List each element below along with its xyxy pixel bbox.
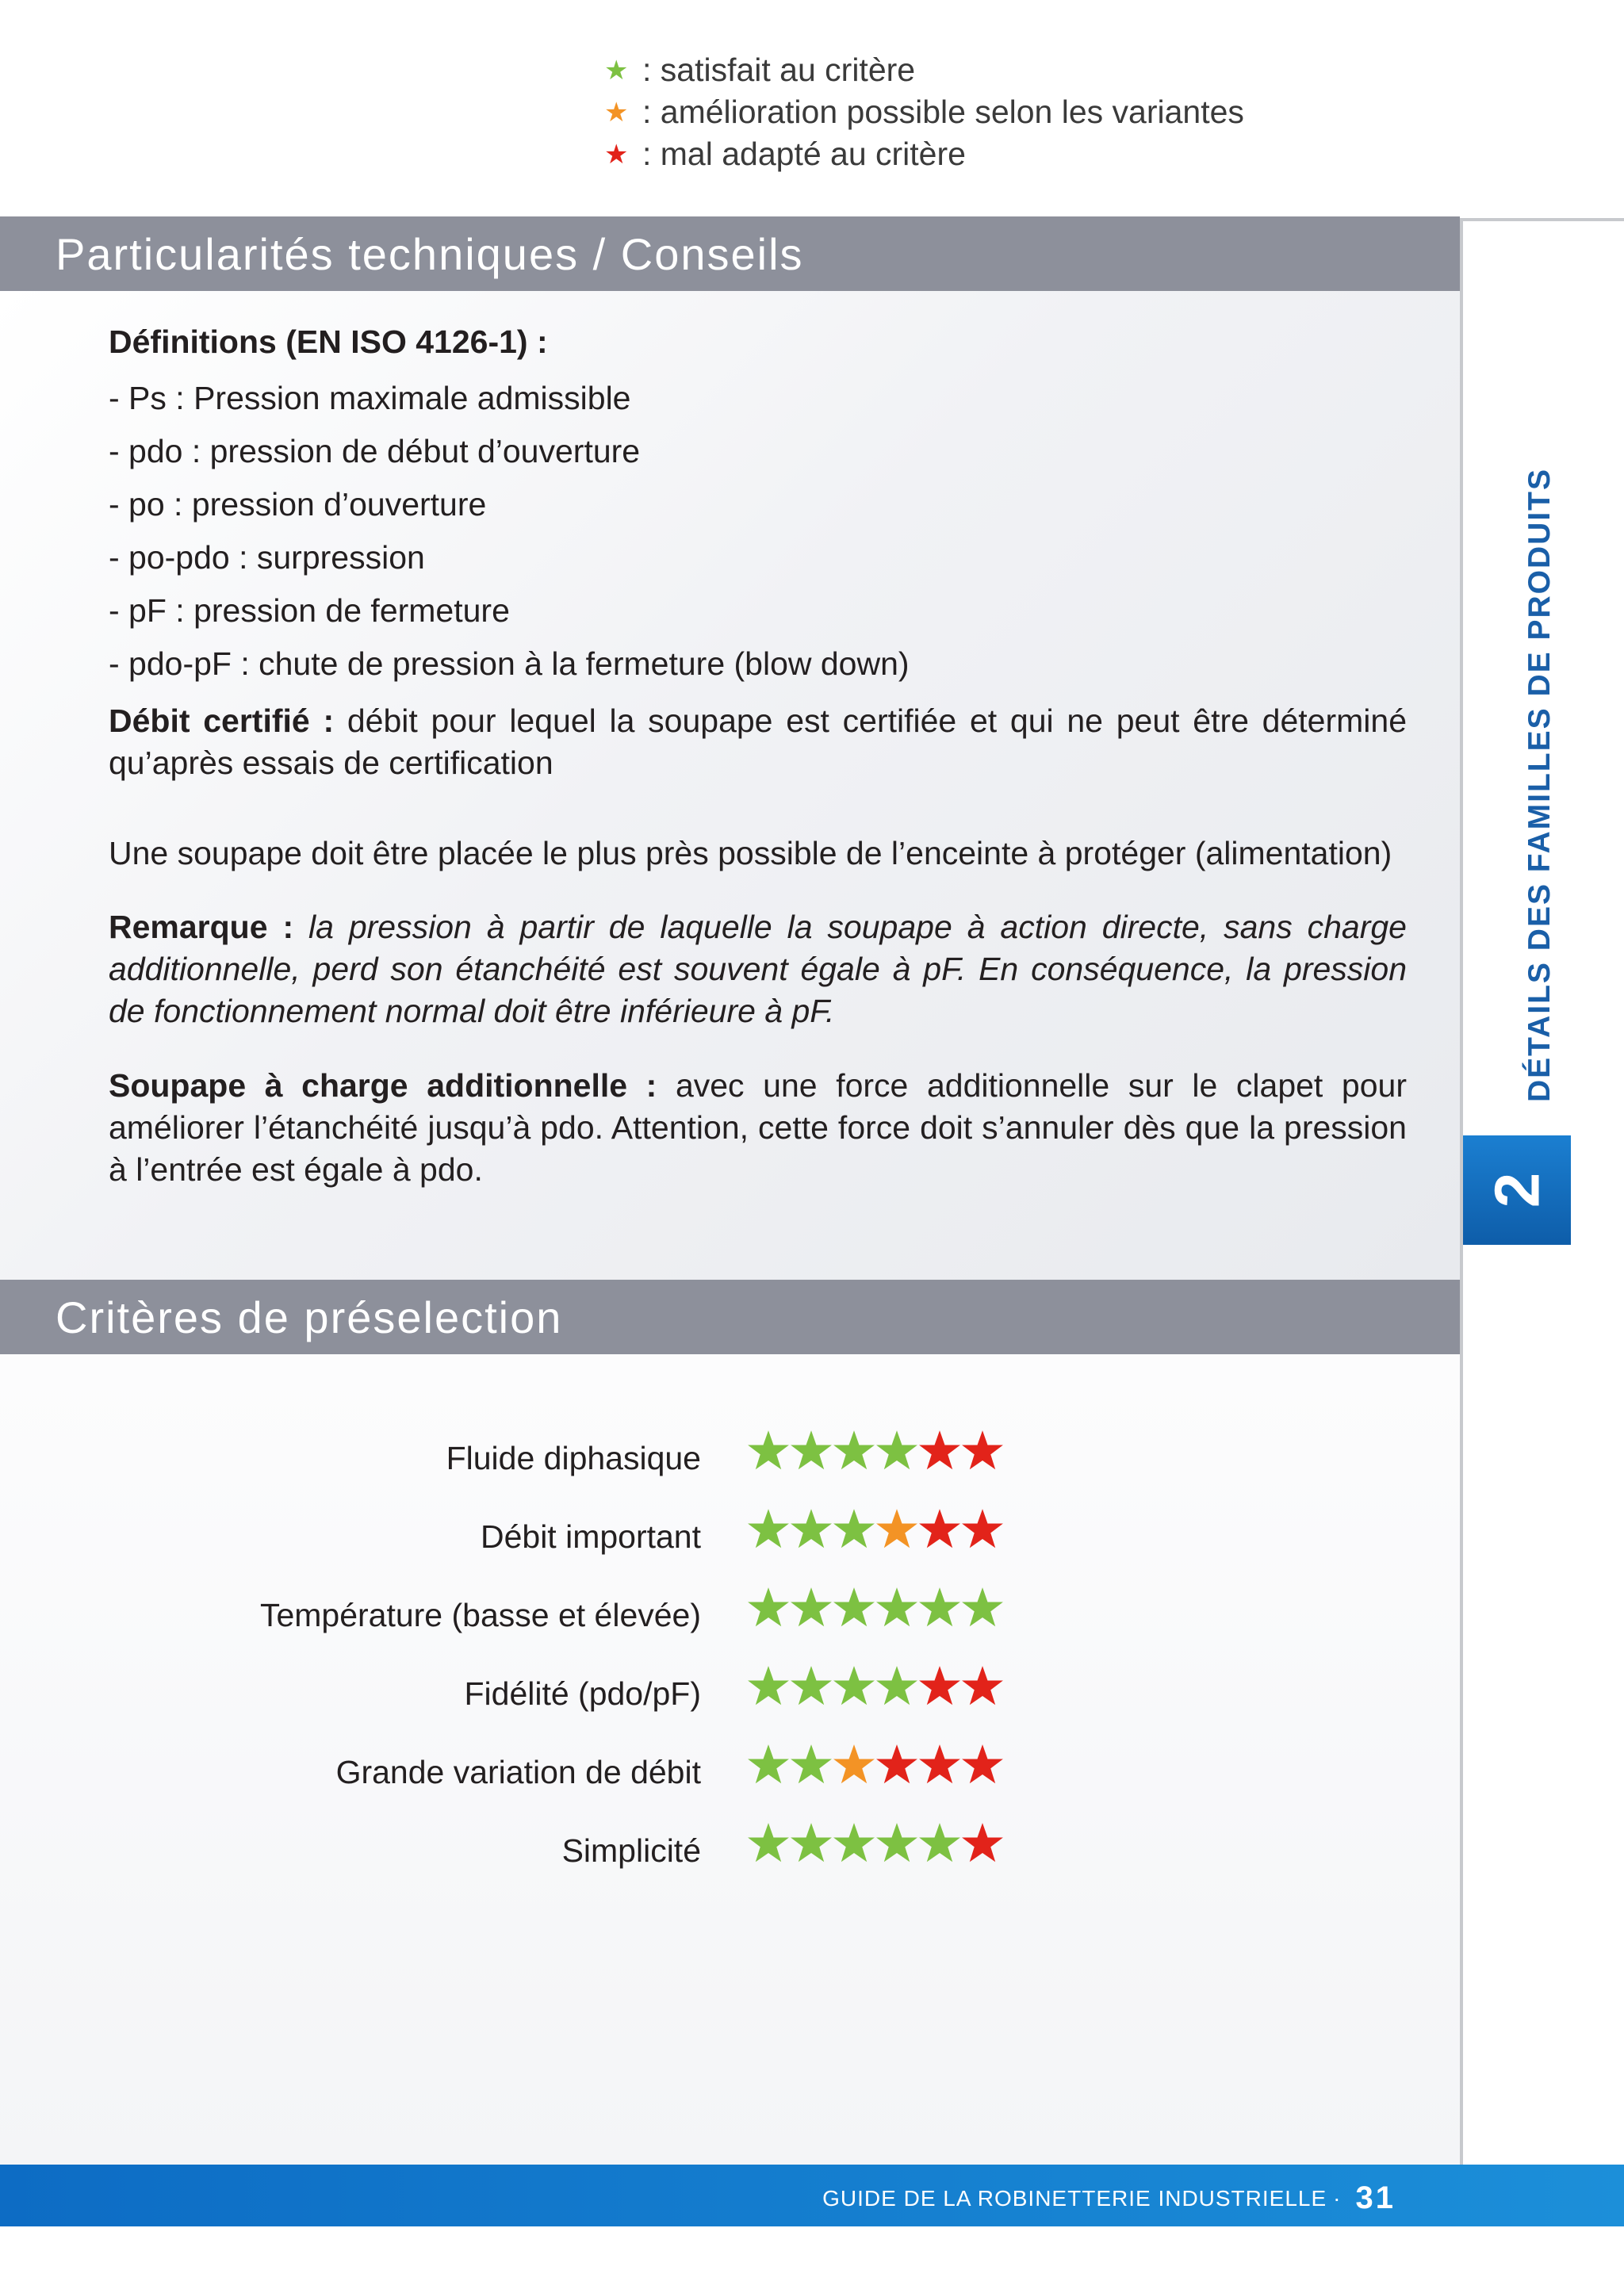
criteria-label: Température (basse et élevée) <box>259 1597 701 1633</box>
chapter-number: 2 <box>1481 1172 1552 1208</box>
green-star-icon <box>875 1664 918 1707</box>
paragraph-body: Une soupape doit être placée le plus près possible de l’enceinte à protéger (alimentation) <box>109 835 1392 871</box>
legend-row-unsuitable <box>604 133 1244 175</box>
red-star-icon <box>961 1821 1004 1864</box>
criteria-row <box>0 1498 1460 1576</box>
definition-item: - po : pression d’ouverture <box>109 486 487 523</box>
star-rating <box>747 1507 1004 1555</box>
green-star-icon <box>790 1586 833 1629</box>
green-star-icon <box>833 1821 875 1864</box>
definition-item: - pF : pression de fermeture <box>109 592 510 629</box>
orange-star-icon: ★ <box>604 97 629 128</box>
definition-item: - Ps : Pression maximale admissible <box>109 380 631 416</box>
page-number: 31 <box>1355 2180 1396 2215</box>
definitions-title: Définitions (EN ISO 4126-1) : <box>109 323 548 360</box>
star-rating <box>747 1821 1004 1869</box>
top-rule-divider <box>1460 218 1624 221</box>
definition-item: - po-pdo : surpression <box>109 539 425 576</box>
chapter-tab <box>1463 1135 1571 1245</box>
red-star-icon <box>918 1429 961 1472</box>
legend-text: : satisfait au critère <box>642 52 916 88</box>
legend-text: : mal adapté au critère <box>642 136 966 172</box>
paragraph-body: la pression à partir de laquelle la soupape à action directe, sans charge additionnelle, perd son étanchéité est souvent égale à pF. En conséquence, la pression de fonctionnement normal doit être inférieure à pF. <box>109 909 1407 1029</box>
green-star-icon <box>790 1507 833 1550</box>
red-star-icon <box>961 1664 1004 1707</box>
green-star-icon <box>747 1743 790 1786</box>
paragraph-label: Débit certifié : <box>109 702 335 739</box>
criteria-label: Débit important <box>480 1518 701 1555</box>
green-star-icon <box>875 1586 918 1629</box>
green-star-icon <box>747 1821 790 1864</box>
green-star-icon <box>790 1429 833 1472</box>
definition-item: - pdo : pression de début d’ouverture <box>109 433 641 469</box>
criteria-row <box>0 1419 1460 1498</box>
green-star-icon <box>833 1586 875 1629</box>
green-star-icon: ★ <box>604 55 629 86</box>
green-star-icon <box>790 1664 833 1707</box>
star-rating <box>747 1586 1004 1633</box>
green-star-icon <box>790 1821 833 1864</box>
paragraph-label: Soupape à charge additionnelle : <box>109 1067 657 1104</box>
section-header-criteria <box>0 1280 1460 1354</box>
green-star-icon <box>747 1664 790 1707</box>
legend-row-improvable <box>604 91 1244 133</box>
criteria-row <box>0 1812 1460 1890</box>
footer-guide-title: GUIDE DE LA ROBINETTERIE INDUSTRIELLE <box>822 2185 1327 2211</box>
side-chapter-label: DÉTAILS DES FAMILLES DE PRODUITS <box>1522 468 1557 1102</box>
paragraph-remarque <box>109 906 1407 1032</box>
paragraph-body: débit pour lequel la soupape est certifiée et qui ne peut être déterminé qu’après essais de certification <box>109 702 1407 781</box>
definition-item: - pdo-pF : chute de pression à la fermeture (blow down) <box>109 645 910 682</box>
orange-star-icon <box>833 1743 875 1786</box>
red-star-icon <box>918 1664 961 1707</box>
green-star-icon <box>961 1586 1004 1629</box>
footer-bar <box>0 2165 1624 2226</box>
criteria-label: Fluide diphasique <box>446 1440 701 1476</box>
green-star-icon <box>833 1429 875 1472</box>
red-star-icon <box>918 1507 961 1550</box>
criteria-row <box>0 1655 1460 1733</box>
red-star-icon <box>875 1743 918 1786</box>
footer-text <box>822 2180 1396 2216</box>
red-star-icon <box>918 1743 961 1786</box>
paragraph-body: avec une force additionnelle sur le clapet pour améliorer l’étanchéité jusqu’à pdo. Attention, cette force doit s’annuler dès que la pression à l’entrée est égale à pdo. <box>109 1067 1407 1188</box>
paragraph-charge-additionnelle <box>109 1065 1407 1191</box>
criteria-label: Grande variation de débit <box>335 1754 701 1790</box>
paragraph-label: Remarque : <box>109 909 294 945</box>
criteria-label: Fidélité (pdo/pF) <box>464 1675 701 1712</box>
criteria-row <box>0 1733 1460 1812</box>
paragraph-placement <box>109 833 1407 875</box>
green-star-icon <box>833 1507 875 1550</box>
green-star-icon <box>875 1429 918 1472</box>
section-title: Critères de préselection <box>56 1292 563 1342</box>
star-legend <box>604 49 1244 175</box>
red-star-icon <box>961 1507 1004 1550</box>
green-star-icon <box>918 1821 961 1864</box>
section-header-technical <box>0 216 1460 291</box>
footer-separator: · <box>1333 2185 1342 2211</box>
star-rating <box>747 1664 1004 1712</box>
paragraph-debit-certifie <box>109 700 1407 784</box>
legend-text: : amélioration possible selon les variantes <box>642 94 1244 130</box>
red-star-icon: ★ <box>604 139 629 170</box>
green-star-icon <box>918 1586 961 1629</box>
green-star-icon <box>833 1664 875 1707</box>
star-rating <box>747 1429 1004 1476</box>
green-star-icon <box>747 1507 790 1550</box>
definitions-list <box>109 372 910 691</box>
green-star-icon <box>790 1743 833 1786</box>
red-star-icon <box>961 1429 1004 1472</box>
green-star-icon <box>747 1429 790 1472</box>
green-star-icon <box>747 1586 790 1629</box>
criteria-row <box>0 1576 1460 1655</box>
green-star-icon <box>875 1821 918 1864</box>
star-rating <box>747 1743 1004 1790</box>
section-title: Particularités techniques / Conseils <box>56 228 804 279</box>
criteria-label: Simplicité <box>561 1832 701 1869</box>
legend-row-satisfied <box>604 49 1244 91</box>
red-star-icon <box>961 1743 1004 1786</box>
orange-star-icon <box>875 1507 918 1550</box>
